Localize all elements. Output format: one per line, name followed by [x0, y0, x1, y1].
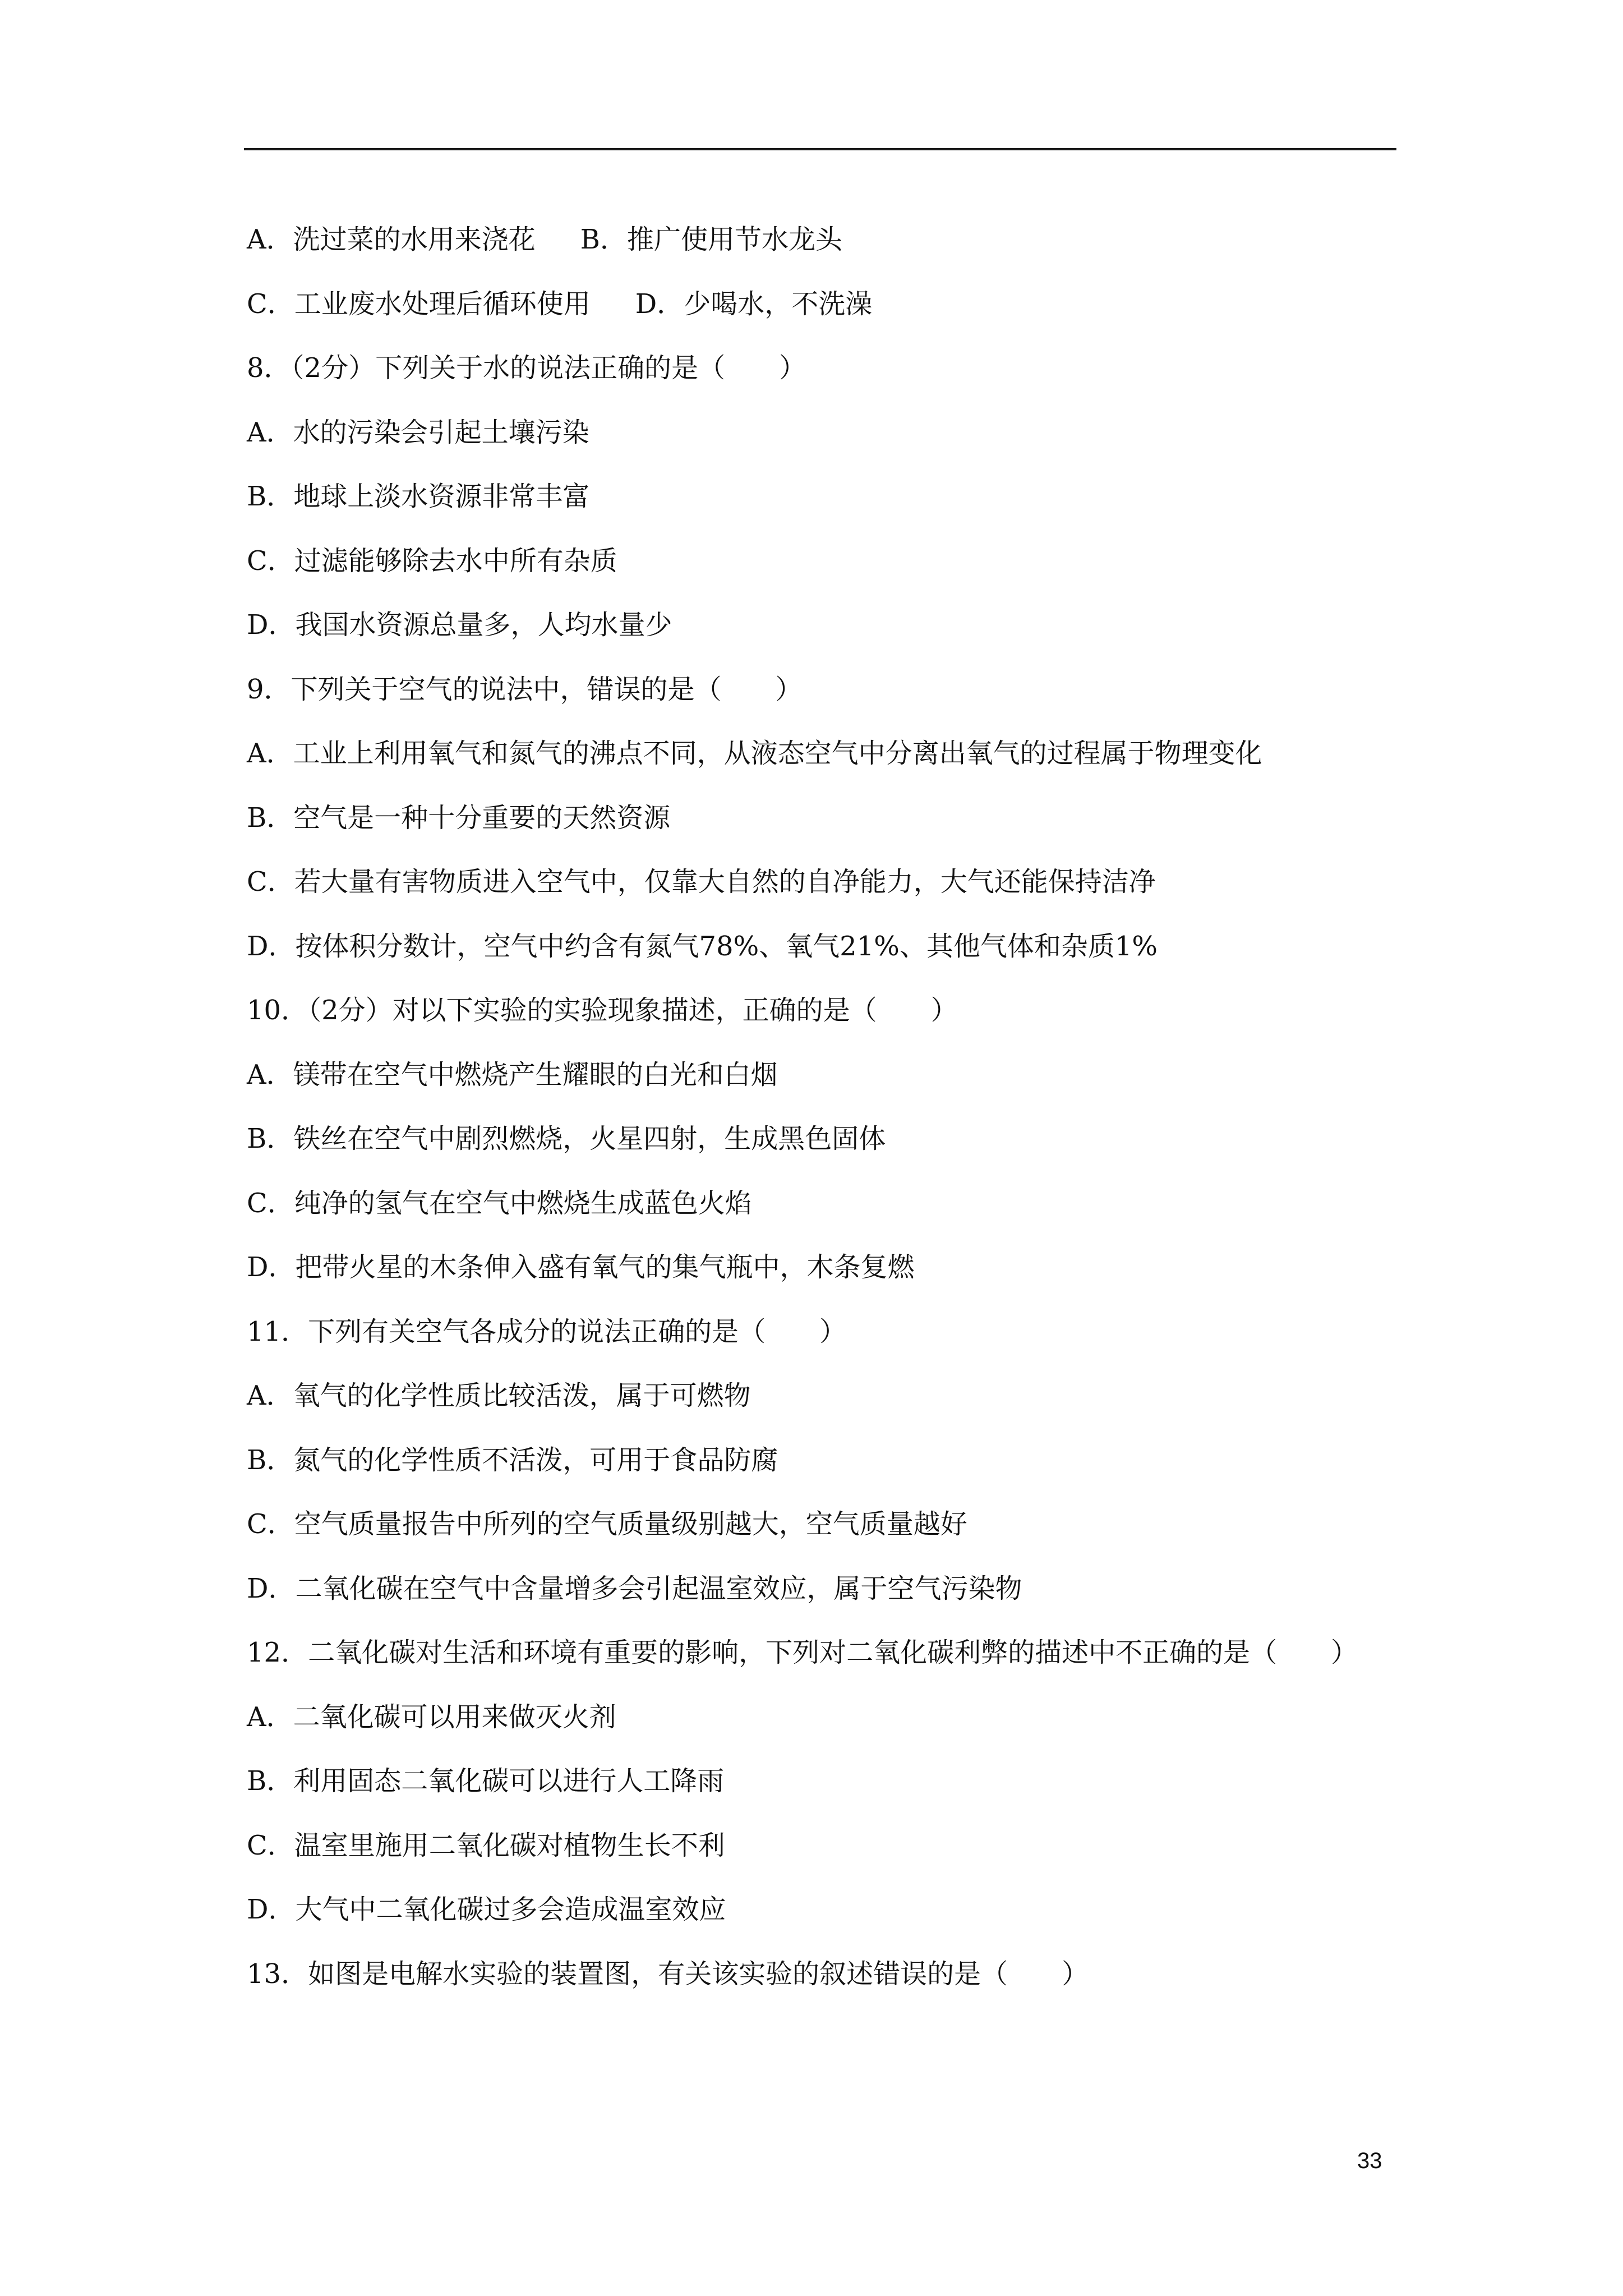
option-b: B．推广使用节水龙头: [580, 224, 842, 255]
option-row: [247, 272, 1402, 337]
question-12-option-d: D．大气中二氧化碳过多会造成温室效应: [247, 1894, 726, 1925]
question-11-stem: 11．下列有关空气各成分的说法正确的是（ ）: [247, 1315, 847, 1347]
question-11-option-a: A．氧气的化学性质比较活泼，属于可燃物: [247, 1380, 751, 1411]
option-row: [247, 208, 1402, 272]
question-13-stem: 13．如图是电解水实验的装置图，有关该实验的叙述错误的是（ ）: [247, 1958, 1089, 1990]
question-11-option-b: B．氮气的化学性质不活泼，可用于食品防腐: [247, 1444, 778, 1476]
header-rule: [244, 148, 1396, 150]
question-9-stem: 9．下列关于空气的说法中，错误的是（ ）: [247, 673, 803, 705]
question-10-stem: 10．（2分）对以下实验的实验现象描述，正确的是（ ）: [247, 995, 958, 1026]
question-10-option-c: C．纯净的氢气在空气中燃烧生成蓝色火焰: [247, 1187, 752, 1219]
question-12-option-b: B．利用固态二氧化碳可以进行人工降雨: [247, 1765, 725, 1797]
question-8-option-a: A．水的污染会引起土壤污染: [247, 416, 589, 448]
option-a: A．洗过菜的水用来浇花: [247, 224, 536, 255]
option-d: D．少喝水，不洗澡: [635, 288, 873, 320]
page-number: 33: [1357, 2148, 1382, 2173]
question-8-option-c: C．过滤能够除去水中所有杂质: [247, 545, 617, 577]
question-12-option-a: A．二氧化碳可以用来做灭火剂: [247, 1701, 616, 1733]
question-11-option-c: C．空气质量报告中所列的空气质量级别越大，空气质量越好: [247, 1508, 967, 1540]
question-12-option-c: C．温室里施用二氧化碳对植物生长不利: [247, 1829, 725, 1861]
question-11-option-d: D．二氧化碳在空气中含量增多会引起温室效应，属于空气污染物: [247, 1572, 1022, 1604]
question-8-stem: 8．（2分）下列关于水的说法正确的是（ ）: [247, 352, 806, 384]
question-9-option-c: C．若大量有害物质进入空气中，仅靠大自然的自净能力，大气还能保持洁净: [247, 866, 1156, 898]
question-10-option-a: A．镁带在空气中燃烧产生耀眼的白光和白烟: [247, 1059, 778, 1091]
question-9-option-b: B．空气是一种十分重要的天然资源: [247, 802, 671, 834]
page-content: [247, 208, 1402, 2006]
option-c: C．工业废水处理后循环使用: [247, 288, 591, 320]
question-8-option-b: B．地球上淡水资源非常丰富: [247, 481, 590, 512]
question-12-stem: 12．二氧化碳对生活和环境有重要的影响，下列对二氧化碳利弊的描述中不正确的是（ ）: [247, 1637, 1358, 1668]
question-9-option-d: D．按体积分数计，空气中约含有氮气78%、氧气21%、其他气体和杂质1%: [247, 930, 1158, 962]
question-10-option-d: D．把带火星的木条伸入盛有氧气的集气瓶中，木条复燃: [247, 1251, 915, 1283]
question-9-option-a: A．工业上利用氧气和氮气的沸点不同，从液态空气中分离出氧气的过程属于物理变化: [247, 738, 1262, 769]
question-10-option-b: B．铁丝在空气中剧烈燃烧，火星四射，生成黑色固体: [247, 1123, 886, 1154]
question-8-option-d: D．我国水资源总量多，人均水量少: [247, 609, 672, 641]
